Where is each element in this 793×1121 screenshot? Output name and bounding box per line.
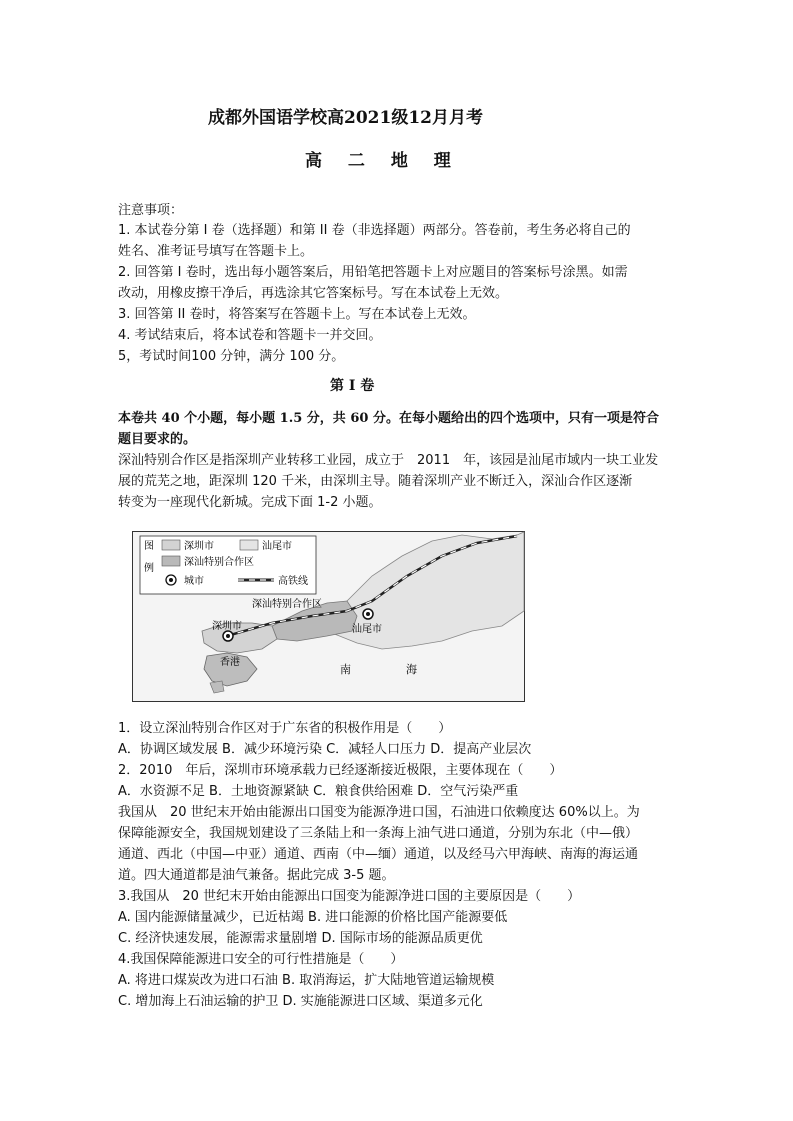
legend-shanwei: 汕尾市 (262, 541, 292, 552)
notice-line: 姓名、准考证号填写在答题卡上。 (118, 244, 314, 259)
shenshan-map (132, 531, 525, 702)
notice-line: 5，考试时间100 分钟，满分 100 分。 (118, 349, 345, 364)
label-shanwei: 汕尾市 (352, 624, 382, 635)
question-line: 1．设立深汕特别合作区对于广东省的积极作用是（ ） (118, 721, 452, 736)
passage-line: 展的荒芜之地，距深圳 120 千米，由深圳主导。随着深圳产业不断迁入，深汕合作区逐渐 (118, 474, 633, 489)
notice-line: 1. 本试卷分第 I 卷（选择题）和第 II 卷（非选择题）两部分。答卷前，考生务必将自己的 (118, 223, 631, 238)
passage-line: 道。四大通道都是油气兼备。据此完成 3-5 题。 (118, 868, 395, 883)
legend-li: 例 (144, 563, 154, 574)
legend-city: 城市 (184, 576, 204, 587)
passage-line: 保障能源安全，我国规划建设了三条陆上和一条海上油气进口通道，分别为东北（中—俄） (118, 826, 639, 841)
exam-title: 成都外国语学校高2021级12月月考 (208, 108, 483, 128)
legend-rail: 高铁线 (278, 576, 308, 587)
label-hk: 香港 (220, 657, 240, 668)
question-line: A．协调区域发展 B．减少环境污染 C．减轻人口压力 D．提高产业层次 (118, 742, 532, 757)
question-line: A．水资源不足 B．土地资源紧缺 C．粮食供给困难 D．空气污染严重 (118, 784, 519, 799)
label-shenzhen: 深圳市 (212, 621, 242, 632)
legend-zone: 深汕特别合作区 (184, 557, 254, 568)
question-line: A. 国内能源储量减少，已近枯竭 B. 进口能源的价格比国产能源要低 (118, 910, 508, 925)
notice-heading: 注意事项： (118, 203, 184, 218)
label-hai: 海 (406, 663, 417, 676)
question-line: A. 将进口煤炭改为进口石油 B. 取消海运，扩大陆地管道运输规模 (118, 973, 495, 988)
label-nan: 南 (340, 663, 351, 676)
section-intro: 题目要求的。 (118, 432, 197, 447)
legend-tu: 图 (144, 541, 154, 552)
notice-line: 2. 回答第 I 卷时，选出每小题答案后，用铅笔把答题卡上对应题目的答案标号涂黑。如需 (118, 265, 628, 280)
question-line: C. 经济快速发展，能源需求量剧增 D. 国际市场的能源品质更优 (118, 931, 483, 946)
passage-line: 我国从 20 世纪末开始由能源出口国变为能源净进口国，石油进口依赖度达 60%以上。为 (118, 805, 640, 820)
section-intro: 本卷共 40 个小题，每小题 1.5 分，共 60 分。在每小题给出的四个选项中，只有一项是符合 (118, 411, 659, 426)
question-line: 2．2010 年后，深圳市环境承载力已经逐渐接近极限，主要体现在（ ） (118, 763, 563, 778)
legend-shenzhen: 深圳市 (184, 541, 214, 552)
section-title: 第 I 卷 (330, 378, 375, 394)
passage-line: 转变为一座现代化新城。完成下面 1-2 小题。 (118, 495, 382, 510)
question-line: C. 增加海上石油运输的护卫 D. 实施能源进口区域、渠道多元化 (118, 994, 483, 1009)
question-line: 3.我国从 20 世纪末开始由能源出口国变为能源净进口国的主要原因是（ ） (118, 889, 581, 904)
notice-line: 改动，用橡皮擦干净后，再选涂其它答案标号。写在本试卷上无效。 (118, 286, 509, 301)
notice-line: 4. 考试结束后，将本试卷和答题卡一并交回。 (118, 328, 382, 343)
passage-line: 通道、西北（中国—中亚）通道、西南（中—缅）通道，以及经马六甲海峡、南海的海运通 (118, 847, 639, 862)
passage-line: 深汕特别合作区是指深圳产业转移工业园，成立于 2011 年，该园是汕尾市域内一块工业发 (118, 453, 659, 468)
question-line: 4.我国保障能源进口安全的可行性措施是（ ） (118, 952, 404, 967)
notice-line: 3. 回答第 II 卷时，将答案写在答题卡上。写在本试卷上无效。 (118, 307, 476, 322)
exam-subtitle: 高 二 地 理 (305, 151, 461, 171)
label-zone: 深汕特别合作区 (252, 599, 322, 610)
